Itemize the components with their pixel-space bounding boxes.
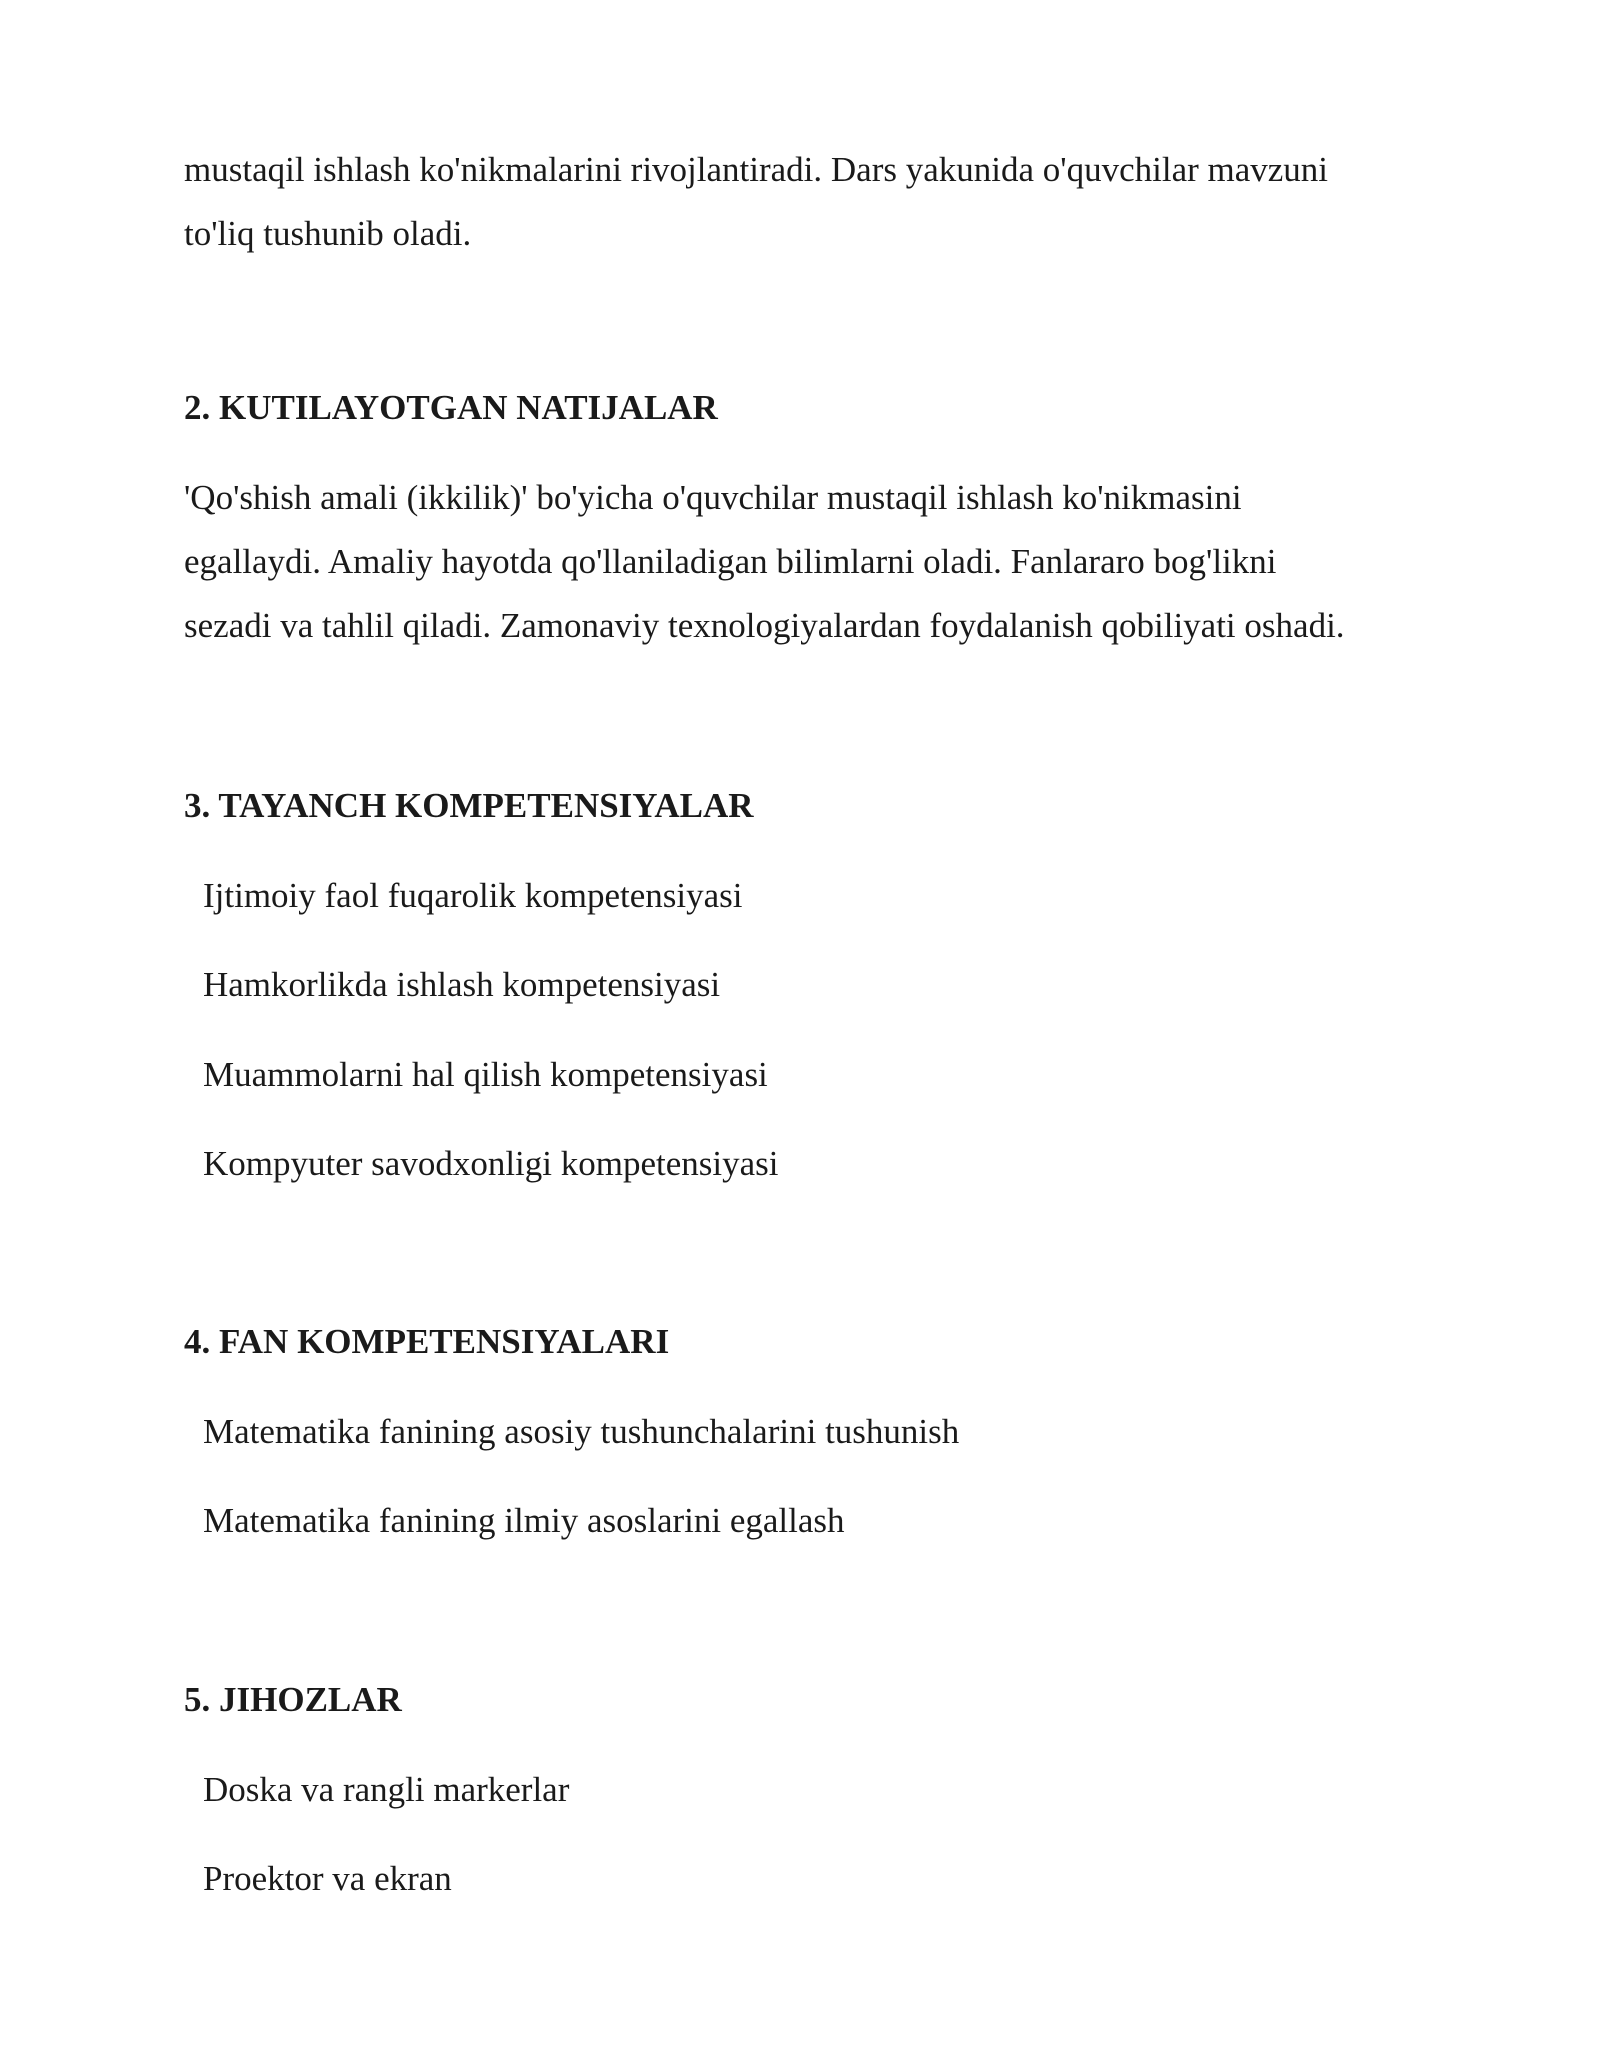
section-3-item: Kompyuter savodxonligi kompetensiyasi	[203, 1144, 779, 1183]
section-2-line-1: 'Qo'shish amali (ikkilik)' bo'yicha o'quvchilar mustaqil ishlash ko'nikmasini	[184, 478, 1242, 517]
section-3-heading: 3. TAYANCH KOMPETENSIYALAR	[184, 786, 754, 825]
intro-line-2: to'liq tushunib oladi.	[184, 214, 472, 253]
section-2-line-2: egallaydi. Amaliy hayotda qo'llaniladigan bilimlarni oladi. Fanlararo bog'likni	[184, 542, 1277, 581]
section-5-item: Doska va rangli markerlar	[203, 1770, 570, 1809]
intro-line-1: mustaqil ishlash ko'nikmalarini rivojlantiradi. Dars yakunida o'quvchilar mavzuni	[184, 150, 1329, 189]
section-2-heading: 2. KUTILAYOTGAN NATIJALAR	[184, 388, 718, 427]
section-4-item: Matematika fanining asosiy tushunchalarini tushunish	[203, 1412, 960, 1451]
section-5-heading: 5. JIHOZLAR	[184, 1680, 402, 1719]
section-4-heading: 4. FAN KOMPETENSIYALARI	[184, 1322, 670, 1361]
section-4-item: Matematika fanining ilmiy asoslarini egallash	[203, 1501, 845, 1540]
section-5-item: Proektor va ekran	[203, 1859, 452, 1898]
section-2-line-3: sezadi va tahlil qiladi. Zamonaviy texnologiyalardan foydalanish qobiliyati oshadi.	[184, 606, 1345, 645]
section-3-item: Hamkorlikda ishlash kompetensiyasi	[203, 965, 721, 1004]
section-3-item: Muammolarni hal qilish kompetensiyasi	[203, 1055, 768, 1094]
section-3-item: Ijtimoiy faol fuqarolik kompetensiyasi	[203, 876, 743, 915]
